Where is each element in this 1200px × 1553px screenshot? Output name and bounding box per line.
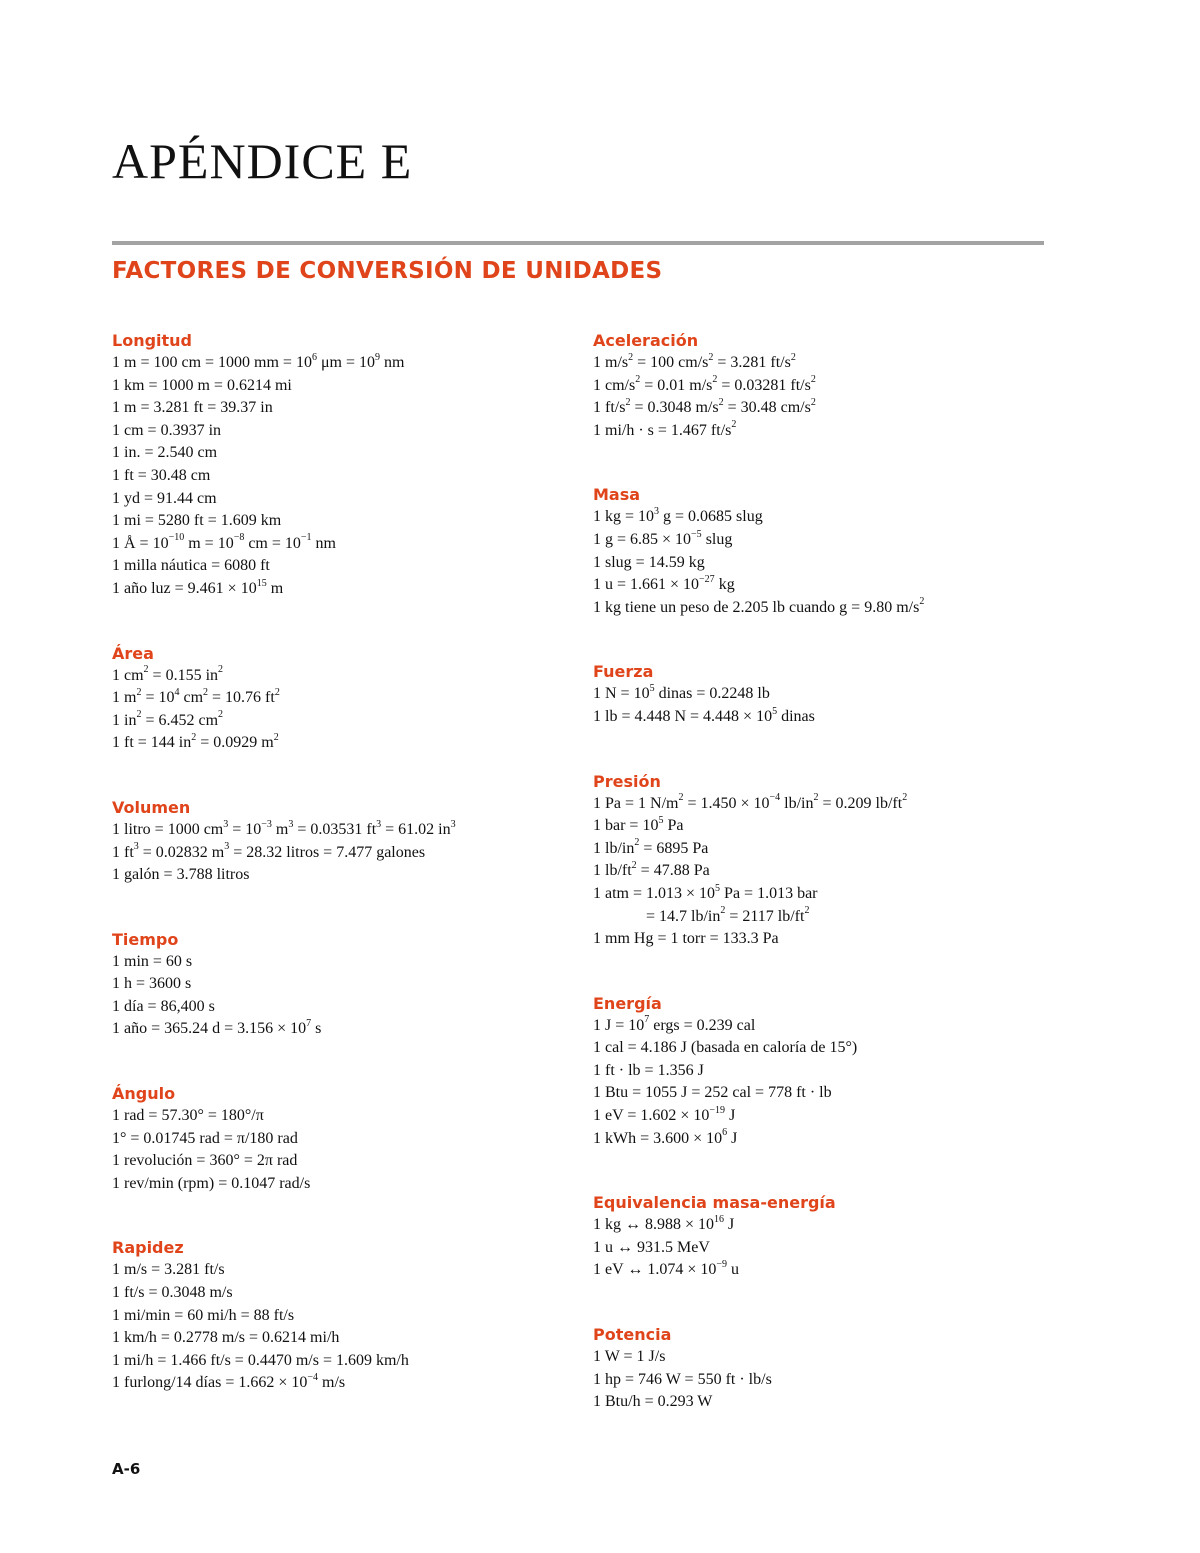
section-heading: Aceleración: [593, 331, 699, 350]
section-rapidez: [112, 1237, 582, 1395]
conversion-line: 1 $lb/in^2 = 6895$ Pa: [593, 837, 709, 857]
conversion-line: 1 $m/s^2 = 100$ $cm/s^2 = 3.281$ $ft/s^2$: [593, 351, 796, 371]
section-angulo: [112, 1083, 582, 1195]
conversion-line: 1 Å = $10^{-10}$ $m = 10^{-8}$ cm = $10^{-1}$ nm: [112, 532, 336, 552]
conversion-line: 1 mi = 5280 ft = 1.609 km: [112, 512, 282, 530]
conversion-line: 1 ft · lb = 1.356 J: [593, 1061, 704, 1079]
conversion-line: 1 h = 3600 s: [112, 975, 192, 993]
conversion-line: 1 rev/min (rpm) = 0.1047 rad/s: [112, 1174, 311, 1192]
conversion-line: 1 $J = 10^7$ ergs = 0.239 cal: [593, 1014, 756, 1034]
conversion-line: 1 km = 1000 m = 0.6214 mi: [112, 376, 292, 394]
conversion-line: 1 cal = 4.186 J (basada en caloría de 15°): [593, 1039, 858, 1057]
conversion-line: 1 ft = 30.48 cm: [112, 466, 211, 484]
section-heading: Masa: [593, 485, 641, 505]
section-masa: [593, 484, 1073, 619]
conversion-line: 1 m/s = 3.281 ft/s: [112, 1261, 225, 1279]
section-fuerza: [593, 661, 1073, 728]
conversion-line: 1 $cm^2 = 0.155$ $in^2$: [112, 664, 224, 684]
conversion-line: 1 kWh = $3.600 \times 10^6$ J: [593, 1127, 738, 1147]
conversion-line: 1 $ft/s^2 = 0.3048$ $m/s^2 = 30.48$ $cm/s^2$: [593, 396, 816, 417]
conversion-line: 1° = 0.01745 rad = π/180 rad: [112, 1129, 298, 1147]
right-column: [593, 330, 1073, 1414]
section-volumen: [112, 797, 582, 887]
conversion-line: 1 $ft^3 = 0.02832$ $m^3 = 28.32$ litros = 7.477 galones: [112, 841, 426, 861]
conversion-line: 1 $lb/ft^2 = 47.88$ Pa: [593, 859, 710, 880]
conversion-line: 1 eV ↔ $1.074 \times 10^{-9}$ u: [593, 1259, 740, 1279]
section-heading: Energía: [593, 993, 662, 1013]
conversion-line: 1 kg = $10^3$ g = 0.0685 slug: [593, 506, 763, 526]
conversion-line: 1 rad = 57.30° = 180°/π: [112, 1107, 264, 1125]
section-tiempo: [112, 929, 582, 1041]
section-heading: Equivalencia masa-energía: [593, 1193, 836, 1213]
conversion-line: 1 $u = 1.661 \times 10^{-27}$ kg: [593, 573, 735, 594]
conversion-line: 1 mi/min = 60 mi/h = 88 ft/s: [112, 1306, 295, 1324]
conversion-line: 1 año luz = $9.461 \times 10^{15}$ m: [112, 577, 284, 597]
conversion-line: 1 eV = $1.602 \times 10^{-19}$ J: [593, 1104, 736, 1125]
conversion-line: 1 lb = 4.448 $N = 4.448 \times 10^5$ dinas: [593, 705, 815, 725]
conversion-line: 1 mi/h = 1.466 ft/s = 0.4470 m/s = 1.609 km/h: [112, 1351, 409, 1369]
conversion-line: 1 hp = 746 W = 550 ft · lb/s: [593, 1370, 772, 1388]
section-aceleracion: [593, 330, 1073, 442]
page-number: A-6: [112, 1460, 141, 1478]
section-heading: Rapidez: [112, 1238, 184, 1258]
conversion-line: 1 día = 86,400 s: [112, 997, 215, 1015]
section-heading: Volumen: [112, 797, 191, 817]
conversion-line: 1 $in^2 = 6.452$ $cm^2$: [112, 709, 224, 729]
conversion-line: 1 W = 1 J/s: [593, 1348, 666, 1366]
conversion-line: 1 $g = 6.85 \times 10^{-5}$ slug: [593, 528, 733, 548]
conversion-line: = 14.7 $lb/in^2 = 2117$ $lb/ft^2$: [646, 905, 810, 925]
conversion-line: 1 milla náutica = 6080 ft: [112, 557, 270, 575]
conversion-line: 1 Btu/h = 0.293 W: [593, 1393, 713, 1411]
section-heading: Presión: [593, 771, 661, 791]
horizontal-rule: [112, 241, 1044, 245]
section-heading: Fuerza: [593, 662, 654, 682]
conversion-line: 1 $cm/s^2 = 0.01$ $m/s^2 = 0.03281$ $ft/s^2$: [593, 374, 816, 394]
conversion-line: 1 km/h = 0.2778 m/s = 0.6214 mi/h: [112, 1329, 340, 1347]
conversion-line: 1 bar = $10^5$ Pa: [593, 814, 684, 835]
section-heading: Potencia: [593, 1325, 672, 1345]
section-subtitle: FACTORES DE CONVERSIÓN DE UNIDADES: [112, 258, 663, 284]
conversion-line: 1 $m^2 = 10^4$ $cm^2 = 10.76$ $ft^2$: [112, 686, 280, 707]
section-area: [112, 643, 582, 755]
section-equivalencia: [593, 1192, 1073, 1282]
left-column: [112, 330, 582, 1395]
conversion-line: 1 cm = 0.3937 in: [112, 421, 222, 439]
section-energia: [593, 993, 1073, 1151]
conversion-line: 1 galón = 3.788 litros: [112, 866, 250, 884]
conversion-line: 1 slug = 14.59 kg: [593, 553, 705, 571]
section-heading: Área: [112, 643, 154, 663]
conversion-line: 1 kg tiene un peso de 2.205 lb cuando g = 9.80 $m/s^2$: [593, 596, 925, 616]
conversion-line: 1 atm = $1.013 \times 10^5$ Pa = 1.013 bar: [593, 882, 818, 902]
section-potencia: [593, 1324, 1073, 1414]
conversion-line: 1 in. = 2.540 cm: [112, 444, 218, 462]
conversion-line: 1 m = 3.281 ft = 39.37 in: [112, 399, 273, 417]
section-heading: Ángulo: [112, 1084, 176, 1104]
conversion-line: 1 mm Hg = 1 torr = 133.3 Pa: [593, 930, 779, 948]
conversion-line: 1 Pa = 1 $N/m^2 = 1.450 \times 10^{-4}$ $lb/in^2 = 0.209$ $lb/ft^2$: [593, 792, 908, 812]
conversion-line: 1 $N = 10^5$ dinas = 0.2248 lb: [593, 683, 770, 703]
conversion-line: 1 Btu = 1055 J = 252 cal = 778 ft · lb: [593, 1084, 832, 1102]
section-heading: Tiempo: [112, 929, 179, 949]
section-heading: Longitud: [112, 331, 193, 350]
appendix-title: APÉNDICE E: [112, 133, 413, 189]
conversion-line: 1 mi/h · s = 1.467 $ft/s^2$: [593, 419, 737, 439]
conversion-line: 1 u ↔ 931.5 MeV: [593, 1238, 710, 1256]
conversion-line: 1 kg ↔ $8.988 \times 10^{16}$ J: [593, 1213, 735, 1234]
conversion-line: 1 ft = 144 $in^2 = 0.0929$ $m^2$: [112, 731, 279, 752]
conversion-line: 1 año = 365.24 $d = 3.156 \times 10^7$ s: [112, 1018, 322, 1038]
conversion-line: 1 litro = 1000 $cm^3 = 10^{-3}$ $m^3 = 0.03531$ $ft^3 = 61.02$ $in^3$: [112, 818, 456, 838]
conversion-line: 1 min = 60 s: [112, 952, 193, 970]
section-presion: [593, 771, 1073, 951]
conversion-line: 1 ft/s = 0.3048 m/s: [112, 1284, 233, 1302]
conversion-line: 1 m = 100 cm = 1000 mm = $10^6$ $\mu m = 10^9$ nm: [112, 351, 405, 371]
section-longitud: [112, 330, 582, 601]
conversion-line: 1 yd = 91.44 cm: [112, 489, 217, 507]
conversion-line: 1 revolución = 360° = 2π rad: [112, 1152, 298, 1170]
conversion-line: 1 furlong/14 días = $1.662 \times 10^{-4}$ m/s: [112, 1372, 346, 1392]
